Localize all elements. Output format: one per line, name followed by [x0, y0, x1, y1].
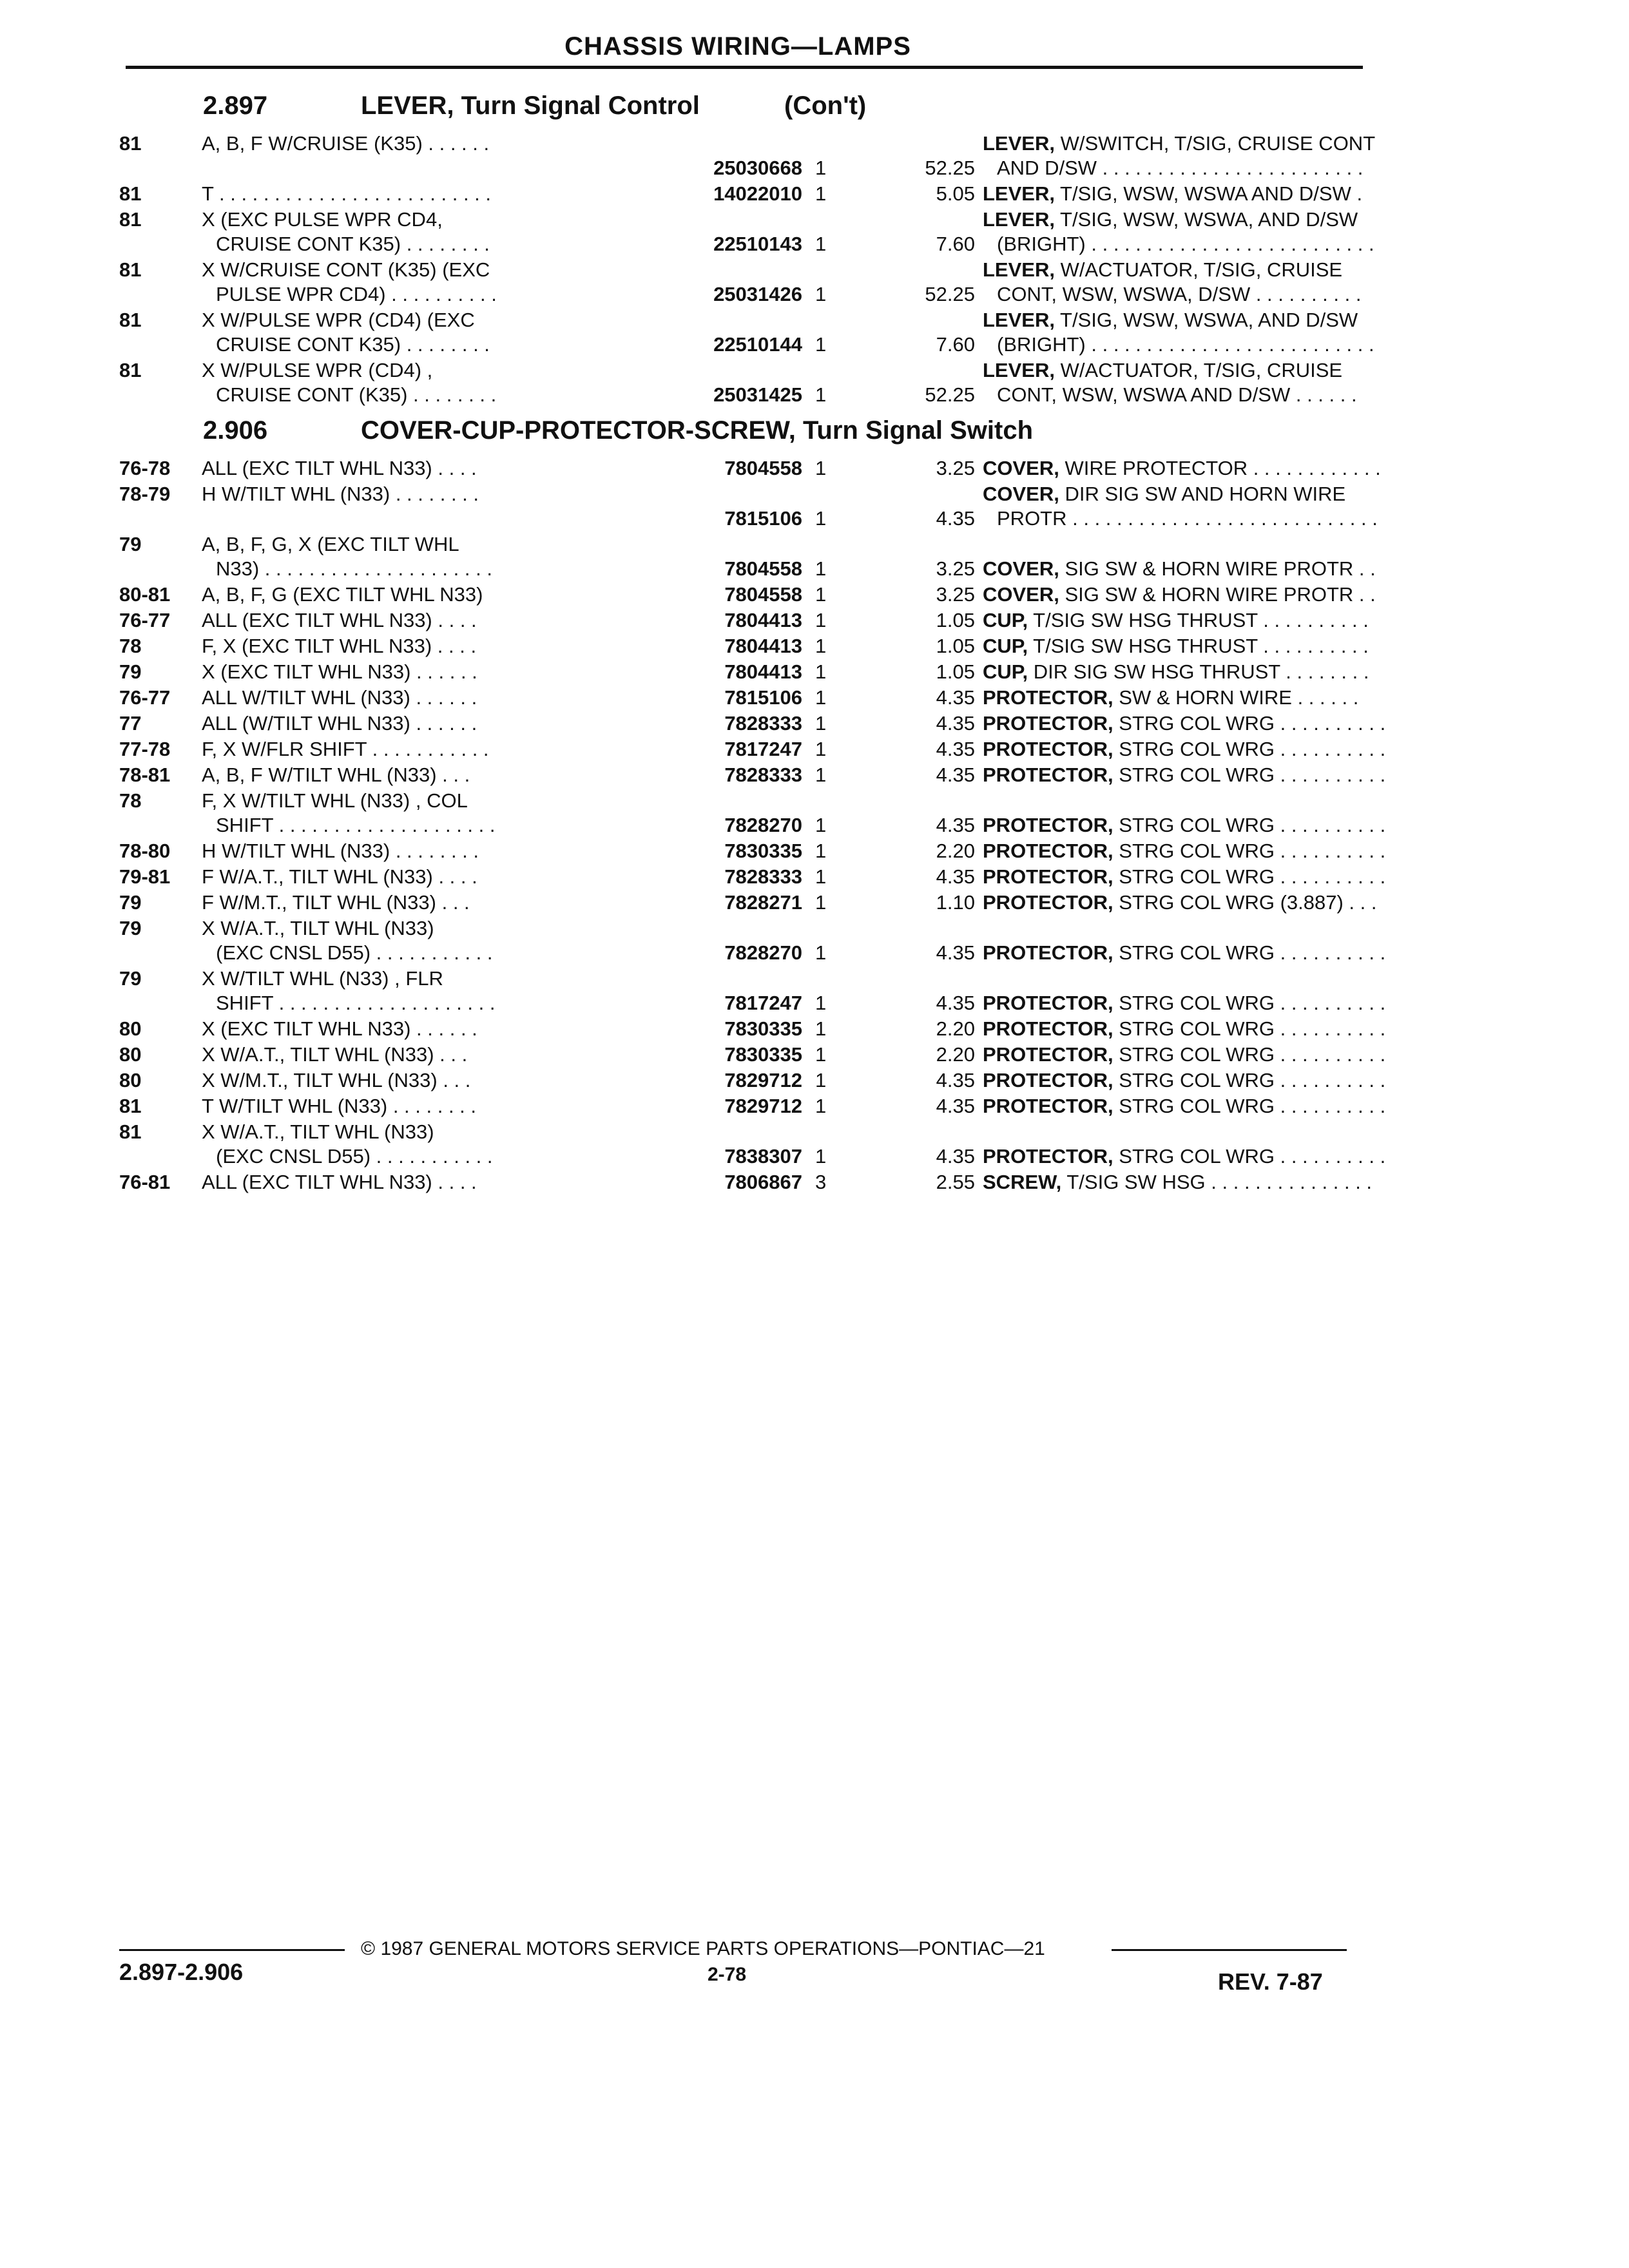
part-number: 7829712: [724, 1069, 802, 1091]
description-text: WIRE PROTECTOR . . . . . . . . . . . .: [1065, 457, 1381, 479]
footer-revision: REV. 7-87: [1218, 1968, 1323, 1995]
description-text: STRG COL WRG . . . . . . . . . .: [1119, 1069, 1386, 1091]
list-price: 3.25: [936, 457, 975, 479]
model-years: 80-81: [119, 583, 171, 606]
parts-row: [119, 763, 1386, 789]
part-number: 7817247: [724, 738, 802, 760]
parts-row: [119, 1120, 1386, 1170]
model-years: 80: [119, 1043, 142, 1066]
header-rule: [126, 66, 1363, 69]
parts-row: [119, 686, 1363, 711]
part-description: [983, 482, 1469, 506]
part-description: [983, 258, 1469, 282]
model-years: 81: [119, 309, 142, 331]
part-noun: LEVER,: [983, 309, 1055, 331]
parts-row: [119, 1170, 1373, 1196]
description-text: W/ACTUATOR, T/SIG, CRUISE: [1060, 359, 1343, 381]
part-number: 7815106: [724, 686, 802, 709]
list-price: 4.35: [936, 865, 975, 888]
part-description: [983, 1144, 1469, 1169]
part-number: 25031426: [713, 283, 802, 305]
list-price: 5.05: [936, 182, 975, 205]
quantity: 1: [815, 1145, 827, 1168]
description-text: DIR SIG SW AND HORN WIRE: [1065, 483, 1346, 505]
footer-rule-right: [1112, 1949, 1347, 1951]
quantity: 1: [815, 609, 827, 631]
part-number: 7828270: [724, 941, 802, 964]
part-description: [983, 557, 1469, 581]
application-text: N33) . . . . . . . . . . . . . . . . . . . . .: [216, 557, 492, 580]
application-text: CRUISE CONT K35) . . . . . . . .: [216, 333, 490, 356]
quantity: 1: [815, 660, 827, 683]
description-text: STRG COL WRG . . . . . . . . . .: [1119, 764, 1386, 786]
part-description: [983, 660, 1469, 684]
part-number: 7830335: [724, 1043, 802, 1066]
part-number: 7817247: [724, 992, 802, 1014]
list-price: 2.20: [936, 840, 975, 862]
part-noun: PROTECTOR,: [983, 764, 1113, 786]
description-text: T/SIG, WSW, WSWA AND D/SW .: [1060, 182, 1363, 205]
parts-row: [119, 1043, 1386, 1068]
model-years: 81: [119, 208, 142, 231]
list-price: 2.55: [936, 1171, 975, 1193]
part-number: 7815106: [724, 507, 802, 530]
model-years: 81: [119, 258, 142, 281]
part-number: 7804413: [724, 660, 802, 683]
parts-row: [119, 660, 1369, 686]
part-description: [983, 1170, 1469, 1195]
application-text: SHIFT . . . . . . . . . . . . . . . . . . . .: [216, 814, 496, 836]
part-number: 7828333: [724, 712, 802, 735]
list-price: 4.35: [936, 738, 975, 760]
application-text: F W/M.T., TILT WHL (N33) . . .: [202, 891, 470, 914]
part-noun: PROTECTOR,: [983, 712, 1113, 735]
parts-row: [119, 890, 1377, 916]
application-text: ALL (EXC TILT WHL N33) . . . .: [202, 457, 477, 479]
section-title: LEVER, Turn Signal Control: [361, 91, 700, 120]
model-years: 76-77: [119, 686, 171, 709]
parts-row: [119, 308, 1374, 358]
quantity: 1: [815, 283, 827, 305]
model-years: 78: [119, 635, 142, 657]
quantity: 1: [815, 1017, 827, 1040]
description-text: SW & HORN WIRE . . . . . .: [1119, 686, 1359, 709]
parts-row: [119, 789, 1386, 839]
description-text: STRG COL WRG . . . . . . . . . .: [1119, 941, 1386, 964]
parts-row: [119, 634, 1369, 660]
quantity: 1: [815, 764, 827, 786]
section-header: [119, 84, 1363, 131]
parts-row: [119, 131, 1376, 182]
part-number: 7804558: [724, 583, 802, 606]
application-text: F, X W/FLR SHIFT . . . . . . . . . . .: [202, 738, 489, 760]
part-description: [983, 711, 1469, 736]
quantity: 1: [815, 635, 827, 657]
quantity: 1: [815, 1069, 827, 1091]
application-text: X W/A.T., TILT WHL (N33): [202, 917, 434, 939]
list-price: 52.25: [925, 383, 975, 406]
parts-row: [119, 532, 1376, 582]
application-text: (EXC CNSL D55) . . . . . . . . . . .: [216, 941, 493, 964]
quantity: 1: [815, 891, 827, 914]
part-noun: LEVER,: [983, 359, 1055, 381]
parts-row: [119, 582, 1376, 608]
parts-row: [119, 482, 1378, 532]
application-text: A, B, F, G (EXC TILT WHL N33): [202, 583, 483, 606]
model-years: 80: [119, 1069, 142, 1091]
footer-copyright: © 1987 GENERAL MOTORS SERVICE PARTS OPERATIONS—PONTIAC—21: [361, 1938, 1045, 1959]
part-noun: PROTECTOR,: [983, 865, 1113, 888]
application-text: X W/CRUISE CONT (K35) (EXC: [202, 258, 490, 281]
application-text: X (EXC PULSE WPR CD4,: [202, 208, 443, 231]
parts-row: [119, 839, 1386, 865]
model-years: 77-78: [119, 738, 171, 760]
quantity: 1: [815, 1095, 827, 1117]
part-number: 7828333: [724, 865, 802, 888]
part-noun: SCREW,: [983, 1171, 1062, 1193]
quantity: 1: [815, 865, 827, 888]
description-text: T/SIG SW HSG THRUST . . . . . . . . . .: [1033, 609, 1369, 631]
parts-row: [119, 608, 1369, 634]
description-text: DIR SIG SW HSG THRUST . . . . . . . .: [1033, 660, 1369, 683]
application-text: PULSE WPR CD4) . . . . . . . . . .: [216, 283, 497, 305]
part-description: [983, 131, 1469, 156]
model-years: 81: [119, 1095, 142, 1117]
list-price: 7.60: [936, 333, 975, 356]
model-years: 76-81: [119, 1171, 171, 1193]
parts-row: [119, 258, 1363, 308]
section-header: [119, 408, 1363, 456]
application-text: CRUISE CONT K35) . . . . . . . .: [216, 233, 490, 255]
description-text: STRG COL WRG . . . . . . . . . .: [1119, 814, 1386, 836]
application-text: X W/PULSE WPR (CD4) ,: [202, 359, 433, 381]
part-number: 25030668: [713, 157, 802, 179]
application-text: ALL (W/TILT WHL N33) . . . . . .: [202, 712, 477, 735]
application-text: X W/PULSE WPR (CD4) (EXC: [202, 309, 475, 331]
part-description: [983, 1094, 1469, 1119]
part-number: 7829712: [724, 1095, 802, 1117]
model-years: 78-81: [119, 764, 171, 786]
quantity: 1: [815, 814, 827, 836]
part-description: [983, 1017, 1469, 1041]
description-text: STRG COL WRG (3.887) . . .: [1119, 891, 1377, 914]
parts-row: [119, 1094, 1386, 1120]
application-text: T . . . . . . . . . . . . . . . . . . . . . . . . .: [202, 182, 492, 205]
part-number: 7804413: [724, 635, 802, 657]
quantity: 3: [815, 1171, 827, 1193]
description-text: PROTR . . . . . . . . . . . . . . . . . . . . . . . . . . . .: [997, 507, 1378, 530]
part-number: 22510143: [713, 233, 802, 255]
application-text: F, X W/TILT WHL (N33) , COL: [202, 789, 468, 812]
model-years: 81: [119, 182, 142, 205]
quantity: 1: [815, 941, 827, 964]
part-noun: PROTECTOR,: [983, 941, 1113, 964]
parts-row: [119, 1068, 1386, 1094]
description-text: T/SIG, WSW, WSWA, AND D/SW: [1060, 309, 1358, 331]
application-text: ALL (EXC TILT WHL N33) . . . .: [202, 1171, 477, 1193]
part-number: 7804558: [724, 457, 802, 479]
parts-row: [119, 966, 1386, 1017]
part-noun: PROTECTOR,: [983, 1017, 1113, 1040]
parts-row: [119, 1017, 1386, 1043]
model-years: 76-78: [119, 457, 171, 479]
application-text: H W/TILT WHL (N33) . . . . . . . .: [202, 840, 479, 862]
list-price: 4.35: [936, 1069, 975, 1091]
part-description: [983, 813, 1469, 838]
footer-section-range: 2.897-2.906: [119, 1959, 244, 1985]
parts-row: [119, 737, 1386, 763]
list-price: 4.35: [936, 941, 975, 964]
part-description: [983, 890, 1469, 915]
part-number: 7830335: [724, 840, 802, 862]
model-years: 78: [119, 789, 142, 812]
description-text: STRG COL WRG . . . . . . . . . .: [1119, 738, 1386, 760]
model-years: 79: [119, 660, 142, 683]
list-price: 4.35: [936, 992, 975, 1014]
quantity: 1: [815, 507, 827, 530]
part-noun: PROTECTOR,: [983, 814, 1113, 836]
parts-row: [119, 865, 1386, 890]
application-text: X (EXC TILT WHL N33) . . . . . .: [202, 1017, 477, 1040]
quantity: 1: [815, 738, 827, 760]
quantity: 1: [815, 992, 827, 1014]
part-number: 7828333: [724, 764, 802, 786]
application-text: CRUISE CONT (K35) . . . . . . . .: [216, 383, 497, 406]
quantity: 1: [815, 840, 827, 862]
part-noun: LEVER,: [983, 258, 1055, 281]
part-description: [983, 839, 1469, 863]
description-text: STRG COL WRG . . . . . . . . . .: [1119, 1145, 1386, 1168]
part-number: 22510144: [713, 333, 802, 356]
part-description: [997, 506, 1469, 531]
application-text: A, B, F W/CRUISE (K35) . . . . . .: [202, 132, 490, 155]
part-description: [997, 332, 1469, 357]
list-price: 7.60: [936, 233, 975, 255]
part-number: 7806867: [724, 1171, 802, 1193]
part-number: 14022010: [713, 182, 802, 205]
quantity: 1: [815, 1043, 827, 1066]
description-text: W/SWITCH, T/SIG, CRUISE CONT: [1060, 132, 1376, 155]
quantity: 1: [815, 383, 827, 406]
description-text: T/SIG, WSW, WSWA, AND D/SW: [1060, 208, 1358, 231]
description-text: STRG COL WRG . . . . . . . . . .: [1119, 865, 1386, 888]
part-noun: CUP,: [983, 660, 1028, 683]
part-description: [997, 156, 1469, 180]
parts-row: [119, 182, 1363, 207]
list-price: 1.05: [936, 635, 975, 657]
model-years: 79: [119, 533, 142, 555]
part-noun: PROTECTOR,: [983, 1145, 1113, 1168]
quantity: 1: [815, 457, 827, 479]
part-description: [983, 737, 1469, 762]
model-years: 81: [119, 1120, 142, 1143]
quantity: 1: [815, 157, 827, 179]
list-price: 2.20: [936, 1017, 975, 1040]
footer-rule-left: [119, 1949, 345, 1951]
part-description: [983, 941, 1469, 965]
description-text: AND D/SW . . . . . . . . . . . . . . . . . . . . . . . .: [997, 157, 1364, 179]
part-noun: CUP,: [983, 635, 1028, 657]
part-noun: PROTECTOR,: [983, 738, 1113, 760]
model-years: 79: [119, 967, 142, 990]
part-noun: PROTECTOR,: [983, 891, 1113, 914]
application-text: X (EXC TILT WHL N33) . . . . . .: [202, 660, 477, 683]
model-years: 81: [119, 359, 142, 381]
model-years: 79-81: [119, 865, 171, 888]
model-years: 79: [119, 891, 142, 914]
part-noun: COVER,: [983, 483, 1059, 505]
list-price: 3.25: [936, 583, 975, 606]
part-description: [997, 232, 1469, 256]
part-description: [983, 308, 1469, 332]
part-description: [983, 865, 1469, 889]
description-text: (BRIGHT) . . . . . . . . . . . . . . . . . . . . . . . . . .: [997, 333, 1374, 356]
part-noun: PROTECTOR,: [983, 992, 1113, 1014]
section-continued: (Con't): [784, 91, 867, 120]
parts-row: [119, 358, 1363, 408]
part-number: 7828270: [724, 814, 802, 836]
application-text: H W/TILT WHL (N33) . . . . . . . .: [202, 483, 479, 505]
part-number: 25031425: [713, 383, 802, 406]
model-years: 76-77: [119, 609, 171, 631]
part-number: 7830335: [724, 1017, 802, 1040]
quantity: 1: [815, 233, 827, 255]
application-text: F W/A.T., TILT WHL (N33) . . . .: [202, 865, 477, 888]
part-number: 7828271: [724, 891, 802, 914]
description-text: STRG COL WRG . . . . . . . . . .: [1119, 1043, 1386, 1066]
description-text: (BRIGHT) . . . . . . . . . . . . . . . . . . . . . . . . . .: [997, 233, 1374, 255]
part-description: [983, 582, 1469, 607]
part-description: [997, 282, 1469, 307]
quantity: 1: [815, 182, 827, 205]
application-text: ALL W/TILT WHL (N33) . . . . . .: [202, 686, 477, 709]
description-text: CONT, WSW, WSWA, D/SW . . . . . . . . . .: [997, 283, 1362, 305]
quantity: 1: [815, 583, 827, 606]
application-text: ALL (EXC TILT WHL N33) . . . .: [202, 609, 477, 631]
list-price: 4.35: [936, 814, 975, 836]
part-description: [983, 991, 1469, 1015]
application-text: A, B, F W/TILT WHL (N33) . . .: [202, 764, 470, 786]
parts-row: [119, 456, 1381, 482]
footer-page-number: 2-78: [708, 1964, 747, 1985]
parts-row: [119, 711, 1386, 737]
part-number: 7804413: [724, 609, 802, 631]
application-text: X W/TILT WHL (N33) , FLR: [202, 967, 443, 990]
model-years: 78-80: [119, 840, 171, 862]
part-description: [983, 763, 1469, 787]
application-text: A, B, F, G, X (EXC TILT WHL: [202, 533, 459, 555]
description-text: W/ACTUATOR, T/SIG, CRUISE: [1060, 258, 1343, 281]
part-description: [983, 1068, 1469, 1093]
list-price: 4.35: [936, 764, 975, 786]
part-description: [983, 456, 1469, 481]
application-text: X W/A.T., TILT WHL (N33) . . .: [202, 1043, 468, 1066]
description-text: STRG COL WRG . . . . . . . . . .: [1119, 712, 1386, 735]
part-description: [983, 608, 1469, 633]
part-description: [997, 383, 1469, 407]
description-text: T/SIG SW HSG THRUST . . . . . . . . . .: [1033, 635, 1369, 657]
part-noun: PROTECTOR,: [983, 686, 1113, 709]
part-description: [983, 1043, 1469, 1067]
quantity: 1: [815, 686, 827, 709]
part-description: [983, 634, 1469, 658]
section-number: 2.897: [203, 91, 268, 120]
list-price: 4.35: [936, 1145, 975, 1168]
description-text: T/SIG SW HSG . . . . . . . . . . . . . . .: [1066, 1171, 1373, 1193]
part-noun: COVER,: [983, 583, 1059, 606]
description-text: STRG COL WRG . . . . . . . . . .: [1119, 1017, 1386, 1040]
application-text: X W/A.T., TILT WHL (N33): [202, 1120, 434, 1143]
quantity: 1: [815, 712, 827, 735]
part-number: 7804558: [724, 557, 802, 580]
part-noun: COVER,: [983, 557, 1059, 580]
part-noun: COVER,: [983, 457, 1059, 479]
list-price: 1.05: [936, 609, 975, 631]
list-price: 1.10: [936, 891, 975, 914]
part-noun: CUP,: [983, 609, 1028, 631]
list-price: 4.35: [936, 686, 975, 709]
list-price: 2.20: [936, 1043, 975, 1066]
list-price: 52.25: [925, 157, 975, 179]
part-noun: PROTECTOR,: [983, 1043, 1113, 1066]
description-text: STRG COL WRG . . . . . . . . . .: [1119, 840, 1386, 862]
section-title: COVER-CUP-PROTECTOR-SCREW, Turn Signal Switch: [361, 416, 1034, 445]
parts-row: [119, 916, 1386, 966]
description-text: SIG SW & HORN WIRE PROTR . .: [1065, 583, 1376, 606]
quantity: 1: [815, 333, 827, 356]
description-text: STRG COL WRG . . . . . . . . . .: [1119, 1095, 1386, 1117]
description-text: STRG COL WRG . . . . . . . . . .: [1119, 992, 1386, 1014]
page-title: CHASSIS WIRING—LAMPS: [564, 32, 911, 61]
list-price: 3.25: [936, 557, 975, 580]
section-number: 2.906: [203, 416, 268, 445]
part-noun: LEVER,: [983, 208, 1055, 231]
part-noun: PROTECTOR,: [983, 840, 1113, 862]
part-description: [983, 207, 1469, 232]
part-noun: LEVER,: [983, 132, 1055, 155]
part-noun: PROTECTOR,: [983, 1095, 1113, 1117]
part-description: [983, 182, 1469, 206]
application-text: F, X (EXC TILT WHL N33) . . . .: [202, 635, 477, 657]
part-description: [983, 686, 1469, 710]
model-years: 81: [119, 132, 142, 155]
application-text: T W/TILT WHL (N33) . . . . . . . .: [202, 1095, 477, 1117]
quantity: 1: [815, 557, 827, 580]
description-text: CONT, WSW, WSWA AND D/SW . . . . . .: [997, 383, 1357, 406]
part-description: [983, 358, 1469, 383]
parts-catalog: [119, 84, 1386, 1196]
part-noun: LEVER,: [983, 182, 1055, 205]
part-number: 7838307: [724, 1145, 802, 1168]
parts-row: [119, 207, 1374, 258]
application-text: X W/M.T., TILT WHL (N33) . . .: [202, 1069, 471, 1091]
list-price: 1.05: [936, 660, 975, 683]
model-years: 80: [119, 1017, 142, 1040]
model-years: 79: [119, 917, 142, 939]
part-noun: PROTECTOR,: [983, 1069, 1113, 1091]
list-price: 4.35: [936, 1095, 975, 1117]
list-price: 4.35: [936, 712, 975, 735]
application-text: SHIFT . . . . . . . . . . . . . . . . . . . .: [216, 992, 496, 1014]
application-text: (EXC CNSL D55) . . . . . . . . . . .: [216, 1145, 493, 1168]
model-years: 77: [119, 712, 142, 735]
list-price: 4.35: [936, 507, 975, 530]
model-years: 78-79: [119, 483, 171, 505]
list-price: 52.25: [925, 283, 975, 305]
description-text: SIG SW & HORN WIRE PROTR . .: [1065, 557, 1376, 580]
